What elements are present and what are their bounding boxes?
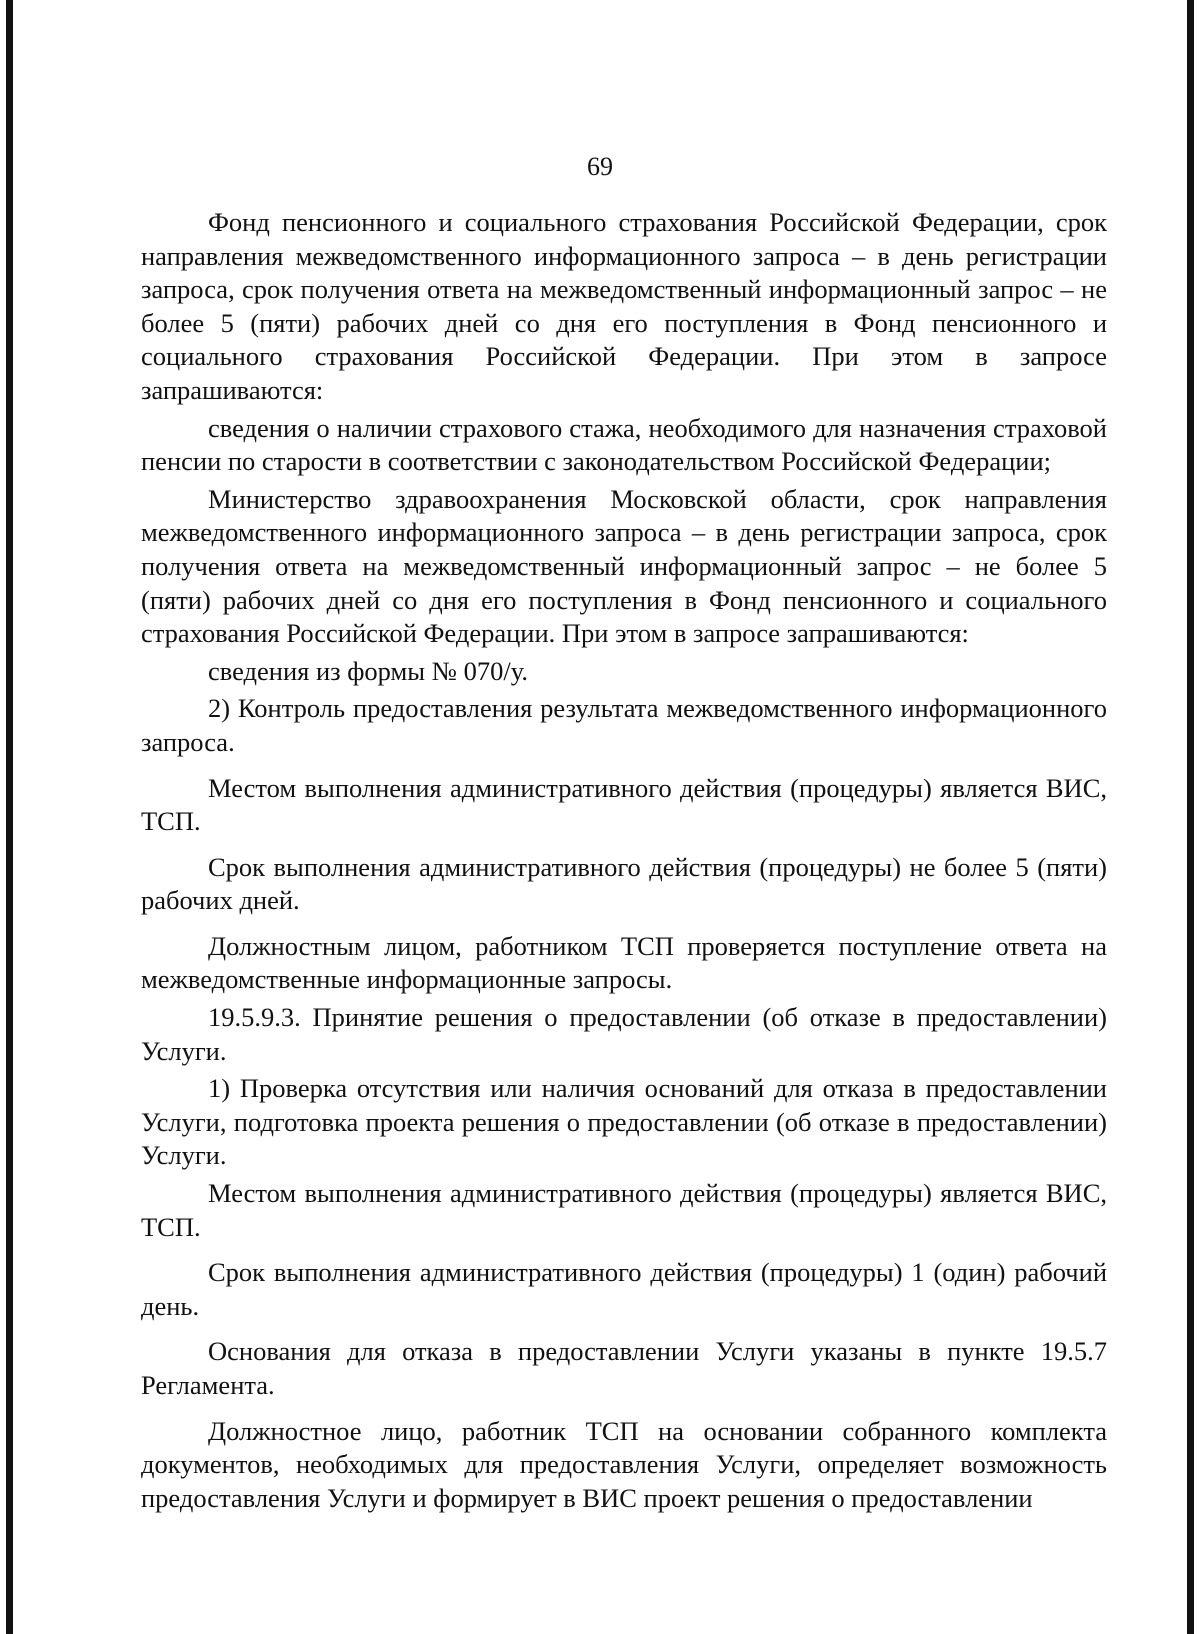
paragraph: Фонд пенсионного и социального страхования Российской Федерации, срок направления межведомственного информационного запроса – в день регистрации запроса, срок получения ответа на межведомственный информационный запрос – не более 5 (пяти) рабочих дней со дня его поступления в Фонд пенсионного и социального страхования Российской Федерации. При этом в запросе запрашиваются: [141,207,1107,405]
page-number: 69 [587,152,613,181]
paragraph: Должностное лицо, работник ТСП на основании собранного комплекта документов, необходимых для предоставления Услуги, определяет возможность предоставления Услуги и формирует в ВИС проект решения о предоставлении [141,1415,1107,1513]
paragraph: Срок выполнения административного действия (процедуры) не более 5 (пяти) рабочих дней. [141,851,1107,916]
paragraph: Основания для отказа в предоставлении Услуги указаны в пункте 19.5.7 Регламента. [141,1336,1107,1400]
paragraph: 1) Проверка отсутствия или наличия оснований для отказа в предоставлении Услуги, подготовка проекта решения о предоставлении (об отказе в предоставлении) Услуги. [141,1073,1107,1171]
paragraph: Министерство здравоохранения Московской области, срок направления межведомственного информационного запроса – в день регистрации запроса, срок получения ответа на межведомственный информационный запрос – не более 5 (пяти) рабочих дней со дня его поступления в Фонд пенсионного и социального страхования Российской Федерации. При этом в запросе запрашиваются: [141,483,1107,649]
scan-border-left [6,0,13,1634]
paragraph: сведения из формы № 070/у. [208,655,528,686]
scan-border-right [1187,0,1194,1634]
paragraph: 19.5.9.3. Принятие решения о предоставлении (об отказе в предоставлении) Услуги. [141,1002,1107,1066]
paragraph: Местом выполнения административного действия (процедуры) является ВИС, ТСП. [141,772,1107,837]
paragraph: Должностным лицом, работником ТСП проверяется поступление ответа на межведомственные информационные запросы. [141,930,1107,995]
paragraph: Срок выполнения административного действия (процедуры) 1 (один) рабочий день. [141,1257,1107,1321]
paragraph: 2) Контроль предоставления результата межведомственного информационного запроса. [141,693,1107,757]
document-body [141,206,1107,1515]
paragraph: сведения о наличии страхового стажа, необходимого для назначения страховой пенсии по старости в соответствии с законодательством Российской Федерации; [141,412,1107,477]
paragraph: Местом выполнения административного действия (процедуры) является ВИС, ТСП. [141,1178,1107,1242]
